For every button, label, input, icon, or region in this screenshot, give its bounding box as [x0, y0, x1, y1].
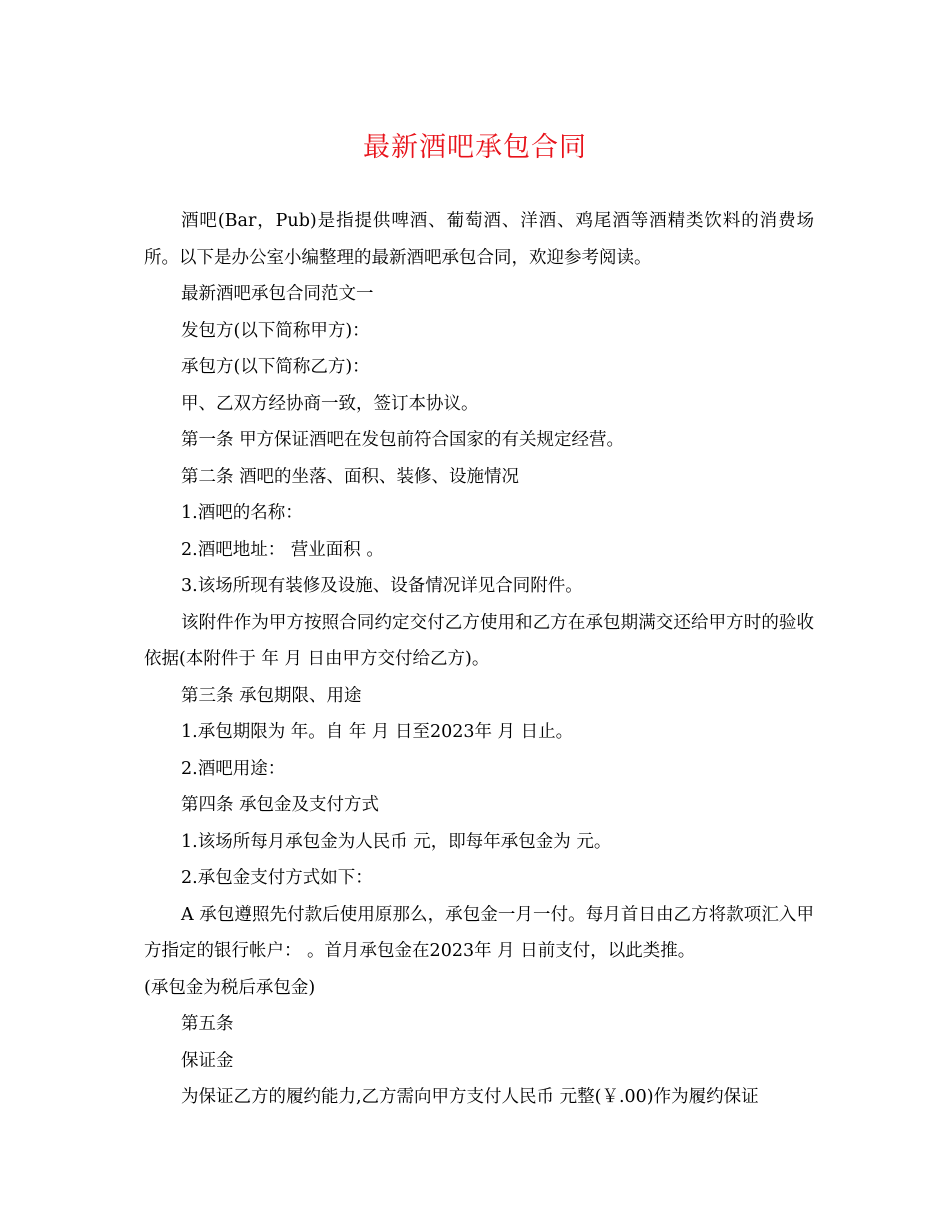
payment-paragraph: A 承包遵照先付款后使用原那么，承包金一月一付。每月首日由乙方将款项汇入甲方指定的银行帐户： 。首月承包金在2023年 月 日前支付，以此类推。 — [144, 904, 814, 961]
article-two-item-2: 2.酒吧地址： 营业面积 。 — [181, 539, 384, 560]
article-four-item-1: 1.该场所每月承包金为人民币 元，即每年承包金为 元。 — [181, 831, 612, 852]
party-a-line: 发包方(以下简称甲方)： — [181, 320, 370, 341]
deposit-heading: 保证金 — [181, 1050, 234, 1071]
article-two-item-1: 1.酒吧的名称： — [181, 503, 303, 523]
article-three-item-1: 1.承包期限为 年。自 年 月 日至2023年 月 日止。 — [181, 722, 574, 742]
article-three-heading: 第三条 承包期限、用途 — [181, 685, 362, 706]
document-title: 最新酒吧承包合同 — [363, 132, 587, 163]
document-body — [144, 203, 814, 1116]
deposit-paragraph: 为保证乙方的履约能力,乙方需向甲方支付人民币 元整(￥.00)作为履约保证 — [181, 1087, 759, 1107]
agreement-line: 甲、乙双方经协商一致，签订本协议。 — [181, 393, 479, 414]
article-three-item-2: 2.酒吧用途： — [181, 758, 286, 779]
article-four-item-2: 2.承包金支付方式如下： — [181, 868, 373, 888]
payment-note: (承包金为税后承包金) — [144, 977, 316, 998]
party-b-line: 承包方(以下简称乙方)： — [181, 357, 370, 377]
article-two-item-3: 3.该场所现有装修及设施、设备情况详见合同附件。 — [181, 576, 583, 596]
article-two-heading: 第二条 酒吧的坐落、面积、装修、设施情况 — [181, 466, 520, 487]
attachment-paragraph: 该附件作为甲方按照合同约定交付乙方使用和乙方在承包期满交还给甲方时的验收依据(本附件于 年 月 日由甲方交付给乙方)。 — [144, 612, 814, 669]
article-four-heading: 第四条 承包金及支付方式 — [181, 795, 380, 815]
intro-paragraph: 酒吧(Bar，Pub)是指提供啤酒、葡萄酒、洋酒、鸡尾酒等酒精类饮料的消费场所。以下是办公室小编整理的最新酒吧承包合同，欢迎参考阅读。 — [144, 211, 814, 268]
article-one: 第一条 甲方保证酒吧在发包前符合国家的有关规定经营。 — [181, 430, 625, 450]
section-heading-sample-one: 最新酒吧承包合同范文一 — [181, 284, 374, 304]
article-five-heading: 第五条 — [181, 1014, 234, 1034]
